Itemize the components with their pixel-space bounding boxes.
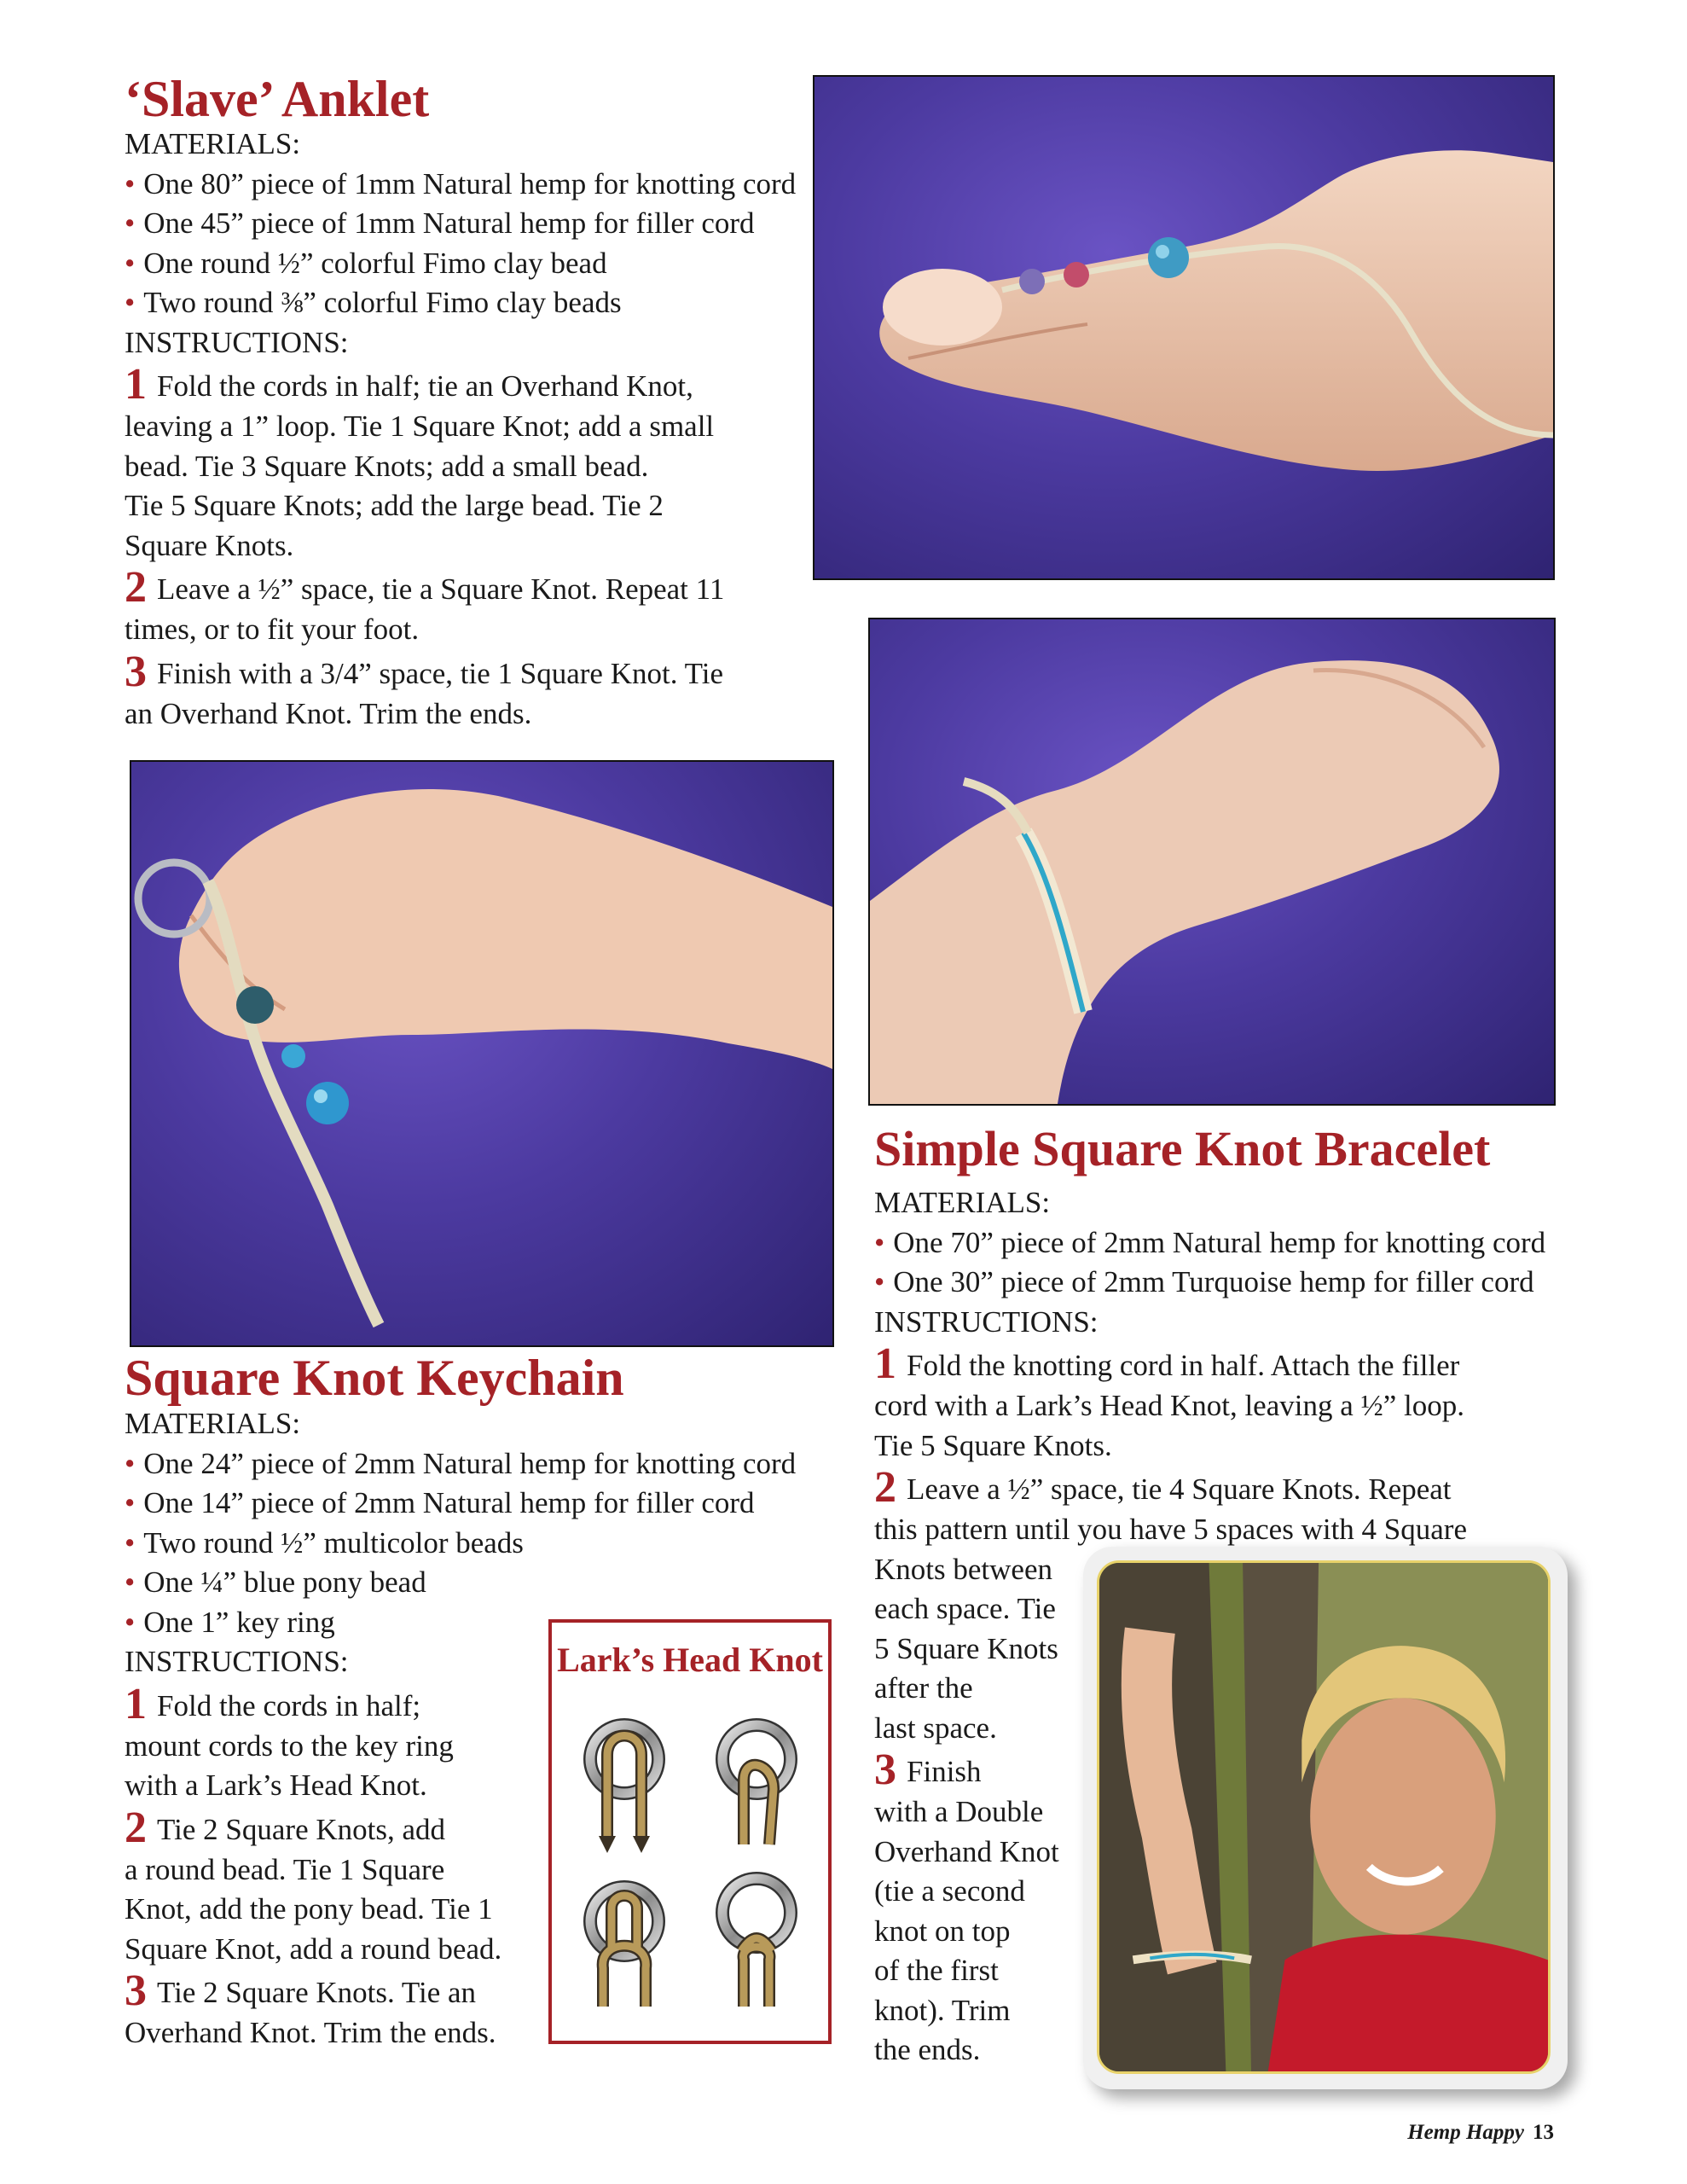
keychain-material: • One 24” piece of 2mm Natural hemp for knotting cord: [125, 1446, 797, 1480]
keychain-material: • One 14” piece of 2mm Natural hemp for filler cord: [125, 1486, 755, 1519]
bracelet-step-line: of the first: [874, 1954, 999, 1987]
bracelet-step-3: 3 Finish: [874, 1745, 982, 1794]
keychain-materials-label: MATERIALS:: [125, 1407, 301, 1440]
bracelet-step-line: cord with a Lark’s Head Knot, leaving a ½” loop.: [874, 1389, 1465, 1422]
bracelet-title: Simple Square Knot Bracelet: [874, 1121, 1491, 1176]
anklet-step-line: times, or to fit your foot.: [125, 613, 420, 646]
anklet-material: • One 80” piece of 1mm Natural hemp for knotting cord: [125, 166, 797, 200]
bracelet-step-line: after the: [874, 1671, 973, 1705]
bracelet-step-line: knot on top: [874, 1914, 1011, 1948]
bracelet-step-1: 1 Fold the knotting cord in half. Attach the filler: [874, 1339, 1460, 1388]
bracelet-material: • One 70” piece of 2mm Natural hemp for knotting cord: [874, 1225, 1546, 1259]
keychain-instructions-label: INSTRUCTIONS:: [125, 1645, 349, 1678]
anklet-materials-label: MATERIALS:: [125, 127, 301, 160]
anklet-photo: [813, 75, 1555, 580]
keychain-step-3: 3 Tie 2 Square Knots. Tie an: [125, 1966, 477, 2015]
bracelet-step-line: with a Double: [874, 1795, 1044, 1828]
anklet-step-2: 2 Leave a ½” space, tie a Square Knot. Repeat 11: [125, 563, 725, 612]
bracelet-material: • One 30” piece of 2mm Turquoise hemp for filler cord: [874, 1265, 1534, 1298]
anklet-step-3: 3 Finish with a 3/4” space, tie 1 Square Knot. Tie: [125, 647, 723, 696]
bracelet-step-line: 5 Square Knots: [874, 1631, 1058, 1665]
anklet-step-line: leaving a 1” loop. Tie 1 Square Knot; add a small: [125, 410, 715, 443]
keychain-material: • One 1” key ring: [125, 1605, 335, 1639]
anklet-step-line: an Overhand Knot. Trim the ends.: [125, 696, 532, 730]
bracelet-step-line: last space.: [874, 1711, 997, 1745]
anklet-text: [125, 125, 796, 734]
bracelet-step-line: Knots between: [874, 1552, 1052, 1586]
bracelet-step-line: Tie 5 Square Knots.: [874, 1428, 1112, 1462]
keychain-step-line: a round bead. Tie 1 Square: [125, 1852, 445, 1886]
keychain-title: Square Knot Keychain: [125, 1350, 624, 1406]
anklet-title: ‘Slave’ Anklet: [125, 71, 430, 127]
knot-diagram-icon: [552, 1695, 828, 2036]
anklet-material: • One round ½” colorful Fimo clay bead: [125, 246, 607, 280]
girl-photo: [1097, 1560, 1551, 2074]
larks-head-knot-diagram: [548, 1619, 832, 2044]
bracelet-step-line: (tie a second: [874, 1874, 1025, 1908]
bracelet-step-2: 2 Leave a ½” space, tie 4 Square Knots. Repeat: [874, 1463, 1452, 1512]
book-title: Hemp Happy: [1407, 2121, 1524, 2144]
keychain-step-line: with a Lark’s Head Knot.: [125, 1769, 427, 1802]
anklet-step-line: Square Knots.: [125, 528, 294, 562]
bracelet-step-line: this pattern until you have 5 spaces with 4 Square: [874, 1513, 1467, 1546]
keychain-step-1: 1 Fold the cords in half;: [125, 1679, 421, 1728]
keychain-photo: [130, 760, 834, 1347]
anklet-instructions-label: INSTRUCTIONS:: [125, 325, 349, 359]
bracelet-materials-label: MATERIALS:: [874, 1186, 1051, 1219]
keychain-step-line: Knot, add the pony bead. Tie 1: [125, 1892, 493, 1926]
bracelet-step-line: each space. Tie: [874, 1592, 1056, 1625]
keychain-material: • Two round ½” multicolor beads: [125, 1525, 524, 1560]
keychain-material: • One ¼” blue pony bead: [125, 1565, 426, 1599]
anklet-material: • Two round ⅜” colorful Fimo clay beads: [125, 286, 622, 319]
anklet-step-1: 1 Fold the cords in half; tie an Overhand Knot,: [125, 360, 693, 409]
page-footer: [1407, 2121, 1554, 2145]
keychain-step-2: 2 Tie 2 Square Knots, add: [125, 1803, 446, 1852]
keychain-step-line: Square Knot, add a round bead.: [125, 1931, 502, 1966]
keychain-step-line: mount cords to the key ring: [125, 1728, 454, 1763]
bracelet-step-line: knot). Trim: [874, 1993, 1011, 2027]
bracelet-photo: [868, 618, 1556, 1106]
girl-photo-frame: [1083, 1547, 1568, 2089]
bracelet-instructions-label: INSTRUCTIONS:: [874, 1304, 1099, 1339]
page-number: 13: [1533, 2121, 1554, 2144]
keychain-step-line: Overhand Knot. Trim the ends.: [125, 2016, 496, 2049]
bracelet-step-line: Overhand Knot: [874, 1834, 1059, 1868]
anklet-step-line: Tie 5 Square Knots; add the large bead. Tie 2: [125, 489, 664, 522]
bracelet-step-line: the ends.: [874, 2033, 981, 2066]
anklet-material: • One 45” piece of 1mm Natural hemp for filler cord: [125, 206, 755, 240]
anklet-step-line: bead. Tie 3 Square Knots; add a small bead.: [125, 449, 649, 483]
larks-head-knot-title: Lark’s Head Knot: [557, 1641, 823, 1679]
